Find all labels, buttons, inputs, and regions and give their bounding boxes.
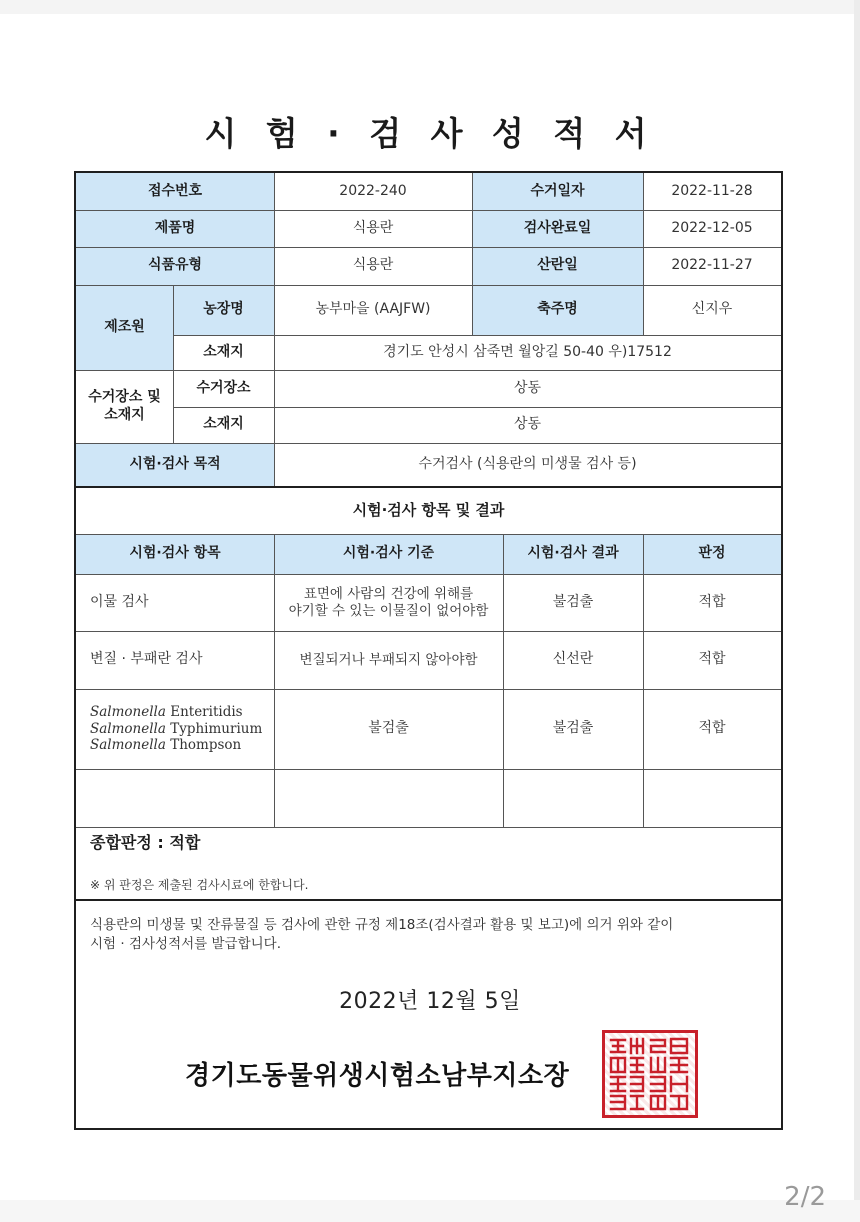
result-row-1-standard bbox=[274, 574, 503, 631]
collection-address-label: 소재지 bbox=[173, 407, 274, 443]
collection-address-value: 상동 bbox=[513, 416, 542, 433]
grid-line bbox=[274, 173, 275, 285]
manufacturer-label: 제조원 bbox=[76, 285, 173, 370]
grid-line bbox=[643, 534, 644, 827]
results-section-title: 시험·검사 항목 및 결과 bbox=[352, 500, 505, 519]
result-row-2-standard: 변질되거나 부패되지 않아야함 bbox=[299, 651, 478, 668]
page-number: 2/2 bbox=[784, 1182, 826, 1212]
issue-statement-line2: 시험 · 검사성적서를 발급합니다. bbox=[90, 935, 281, 952]
grid-line bbox=[173, 407, 781, 408]
issue-date: 2022년 12월 5일 bbox=[339, 989, 521, 1014]
laying-date-value: 2022-11-27 bbox=[671, 257, 753, 274]
grid-line bbox=[76, 827, 781, 828]
food-type-value: 식용란 bbox=[352, 257, 394, 274]
result-row-3-judgment: 적합 bbox=[698, 720, 726, 737]
grid-line bbox=[503, 534, 504, 827]
result-row-3-result: 불검출 bbox=[552, 720, 594, 737]
result-row-3-item bbox=[76, 689, 274, 769]
address-label: 소재지 bbox=[173, 335, 274, 370]
result-row-1-standard-line2: 야기할 수 있는 이물질이 없어야함 bbox=[288, 602, 489, 619]
laying-date-label: 산란일 bbox=[472, 247, 643, 285]
salmonella-line-2: Salmonella Typhimurium bbox=[90, 720, 263, 737]
document-title: 시 험 · 검 사 성 적 서 bbox=[204, 114, 656, 153]
result-row-1-item: 이물 검사 bbox=[90, 593, 149, 610]
page-right-edge bbox=[854, 0, 860, 1222]
collection-place-label: 수거장소 bbox=[173, 370, 274, 407]
grid-line bbox=[173, 335, 781, 336]
grid-line bbox=[643, 173, 644, 335]
result-row-3-standard: 불검출 bbox=[368, 720, 409, 737]
result-row-2-item: 변질 · 부패란 검사 bbox=[90, 651, 203, 668]
owner-label: 축주명 bbox=[472, 285, 643, 335]
result-row-1-judgment: 적합 bbox=[698, 593, 726, 610]
result-row-empty bbox=[76, 769, 781, 827]
address-value: 경기도 안성시 삼죽면 월앙길 50-40 우)17512 bbox=[383, 343, 672, 360]
inspection-done-label: 검사완료일 bbox=[472, 210, 643, 247]
grid-line bbox=[76, 689, 781, 690]
result-row-2-judgment: 적합 bbox=[698, 651, 726, 668]
judgment-note: ※ 위 판정은 제출된 검사시료에 한합니다. bbox=[90, 878, 309, 892]
overall-judgment: 종합판정 : 적합 bbox=[90, 833, 201, 852]
purpose-label: 시험·검사 목적 bbox=[76, 443, 274, 486]
product-name-label: 제품명 bbox=[76, 210, 274, 247]
salmonella-line-1: Salmonella Enteritidis bbox=[90, 703, 243, 720]
grid-line bbox=[76, 631, 781, 632]
grid-line bbox=[76, 370, 781, 371]
seal-glyph-pattern bbox=[608, 1036, 692, 1112]
food-type-label: 식품유형 bbox=[76, 247, 274, 285]
results-header-item: 시험·검사 항목 bbox=[76, 534, 274, 574]
owner-value: 신지우 bbox=[691, 301, 733, 318]
page-bottom-edge bbox=[0, 1200, 860, 1222]
farm-name-value: 농부마을 (AAJFW) bbox=[315, 301, 431, 318]
grid-line bbox=[76, 210, 781, 211]
grid-line bbox=[274, 534, 275, 827]
collection-place-value: 상동 bbox=[513, 379, 542, 396]
grid-line bbox=[76, 534, 781, 535]
grid-line bbox=[76, 769, 781, 770]
grid-line bbox=[472, 173, 473, 335]
grid-line bbox=[274, 285, 275, 486]
grid-line bbox=[173, 285, 174, 443]
collection-date-label: 수거일자 bbox=[472, 173, 643, 210]
grid-line bbox=[76, 247, 781, 248]
purpose-value: 수거검사 (식용란의 미생물 검사 등) bbox=[418, 455, 637, 472]
result-row-1-standard-line1: 표면에 사람의 건강에 위해를 bbox=[303, 585, 474, 602]
page-top-edge bbox=[0, 0, 860, 14]
issuer-name: 경기도동물위생시험소남부지소장 bbox=[185, 1061, 570, 1091]
salmonella-line-3: Salmonella Thompson bbox=[90, 737, 242, 754]
issue-statement bbox=[90, 916, 750, 954]
inspection-done-value: 2022-12-05 bbox=[671, 219, 753, 236]
product-name-value: 식용란 bbox=[352, 219, 394, 236]
farm-name-label: 농장명 bbox=[173, 285, 274, 335]
salmonella-list bbox=[90, 704, 262, 755]
results-header-result: 시험·검사 결과 bbox=[503, 534, 643, 574]
result-row-2-result: 신선란 bbox=[552, 651, 594, 668]
collection-date-value: 2022-11-28 bbox=[671, 182, 753, 199]
grid-line bbox=[76, 443, 781, 444]
grid-line bbox=[76, 574, 781, 575]
results-header-judgment: 판정 bbox=[643, 534, 781, 574]
receipt-no-value: 2022-240 bbox=[339, 182, 407, 199]
grid-line bbox=[76, 486, 781, 488]
receipt-no-label: 접수번호 bbox=[76, 173, 274, 210]
grid-line bbox=[76, 899, 781, 901]
results-header-standard: 시험·검사 기준 bbox=[274, 534, 503, 574]
issue-statement-line1: 식용란의 미생물 및 잔류물질 등 검사에 관한 규정 제18조(검사결과 활용 및 보고)에 의거 위와 같이 bbox=[90, 917, 674, 933]
grid-line bbox=[76, 285, 781, 286]
official-seal-stamp bbox=[602, 1030, 698, 1118]
result-row-1-result: 불검출 bbox=[552, 593, 594, 610]
collection-place-group-label: 수거장소 및 소재지 bbox=[76, 370, 173, 443]
